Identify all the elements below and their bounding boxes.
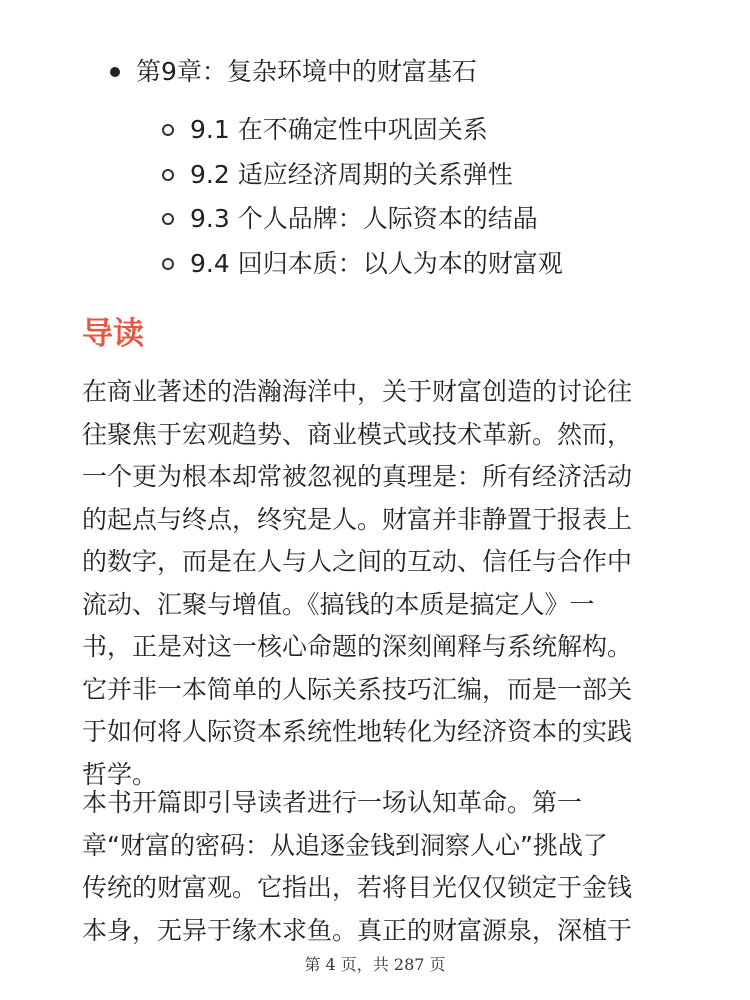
paragraph-line: 它并非一本简单的人际关系技巧汇编，而是一部关 — [82, 674, 633, 704]
toc-section-item — [162, 242, 563, 287]
toc-section-list — [162, 108, 563, 286]
toc-section-title: 9.1 在不确定性中巩固关系 — [190, 115, 488, 145]
paragraph-line: 在商业著述的浩瀚海洋中，关于财富创造的讨论往 — [82, 377, 633, 406]
paragraph-line: 的起点与终点，终究是人。财富并非静置于报表上 — [82, 504, 633, 534]
paragraph-intro — [82, 371, 672, 796]
bullet-circle-icon — [162, 213, 174, 225]
toc-chapter-item — [110, 52, 477, 92]
toc-section-item — [162, 108, 563, 153]
paragraph-line: 的数字，而是在人与人之间的互动、信任与合作中 — [82, 547, 633, 576]
toc-section-title: 9.2 适应经济周期的关系弹性 — [190, 159, 513, 189]
paragraph-line: 哲学。 — [82, 759, 158, 789]
bullet-disc-icon — [110, 67, 120, 77]
section-heading: 导读 — [82, 316, 144, 352]
paragraph-line: 往聚焦于宏观趋势、商业模式或技术革新。然而， — [82, 419, 633, 449]
paragraph-line: 传统的财富观。它指出，若将目光仅仅锁定于金钱 — [82, 873, 633, 902]
toc-section-title: 9.4 回归本质：以人为本的财富观 — [190, 248, 563, 278]
paragraph-line: 本身，无异于缘木求鱼。真正的财富源泉，深植于 — [82, 915, 633, 945]
toc-section-title: 9.3 个人品牌：人际资本的结晶 — [190, 204, 538, 234]
paragraph-second — [82, 782, 672, 952]
paragraph-line: 一个更为根本却常被忽视的真理是：所有经济活动 — [82, 462, 633, 491]
paragraph-line: 本书开篇即引导读者进行一场认知革命。第一 — [82, 788, 583, 817]
paragraph-line: 章“财富的密码：从追逐金钱到洞察人心”挑战了 — [82, 830, 608, 860]
toc-chapter-title: 第9章：复杂环境中的财富基石 — [136, 57, 477, 86]
paragraph-line: 流动、汇聚与增值。《搞钱的本质是搞定人》一 — [82, 589, 595, 619]
toc-section-item — [162, 197, 563, 242]
paragraph-line: 书，正是对这一核心命题的深刻阐释与系统解构。 — [82, 632, 633, 661]
paragraph-line: 于如何将人际资本系统性地转化为经济资本的实践 — [82, 717, 633, 746]
page-number-footer: 第 4 页，共 287 页 — [304, 955, 446, 974]
bullet-circle-icon — [162, 124, 174, 136]
toc-section-item — [162, 153, 563, 198]
bullet-circle-icon — [162, 169, 174, 181]
bullet-circle-icon — [162, 258, 174, 270]
